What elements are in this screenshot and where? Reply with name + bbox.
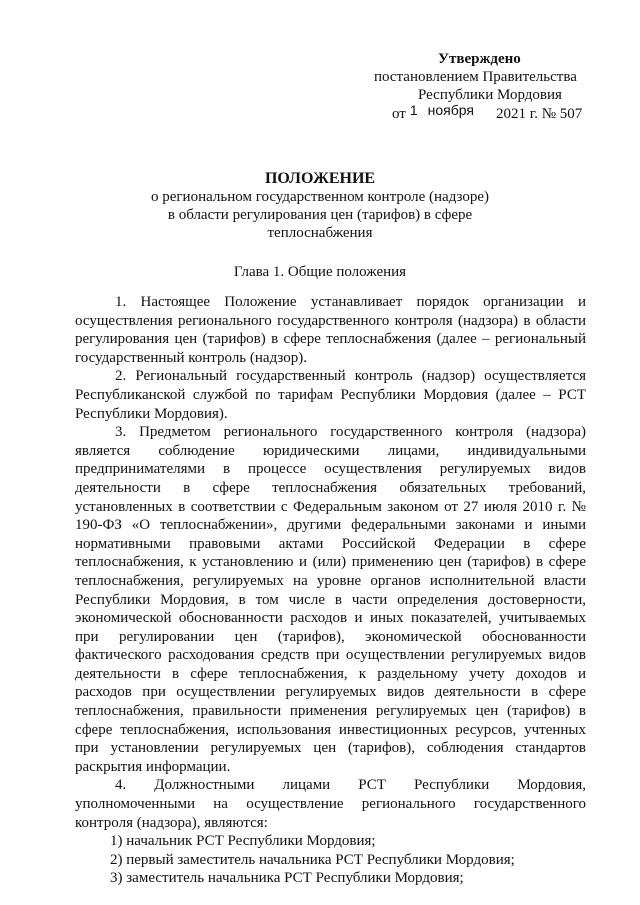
approval-month: ноября (427, 102, 474, 118)
approval-year-number: 2021 г. № 507 (495, 106, 583, 122)
approval-date-line (370, 104, 600, 123)
paragraph-1: 1. Настоящее Положение устанавливает порядок организации и осуществления регионального государственного контроля (надзора) в области регулирования цен (тарифов) в сфере теплоснабжения (далее – региональный государственный контроль (надзор). (75, 294, 586, 366)
document-body (75, 293, 586, 888)
document-subtitle-line2: в области регулирования цен (тарифов) в сфере (167, 207, 473, 223)
list-item: 2) первый заместитель начальника РСТ Республики Мордовия; (110, 851, 515, 868)
paragraph-3: 3. Предметом регионального государственного контроля (надзора) является соблюдение юридическими лицами, индивидуальными предпринимателями в процессе осуществления регулируемых видов деятельности в сфере теплоснабжения обязательных требований, установленных в соответствии с Федеральным законом от 27 июля 2010 г. № 190-ФЗ «О теплоснабжении», другими федеральными законами и иными нормативными правовыми актами Российской Федерации в сфере теплоснабжения, к установлению и (или) применению цен (тарифов) в сфере теплоснабжения, регулируемых на уровне органов исполнительной власти Республики Мордовия, в том числе в части определения достоверности, экономической обоснованности расходов и иных показателей, учитываемых при регулировании цен (тарифов), экономической обоснованности фактического расходования средств при осуществлении регулируемых видов деятельности в сфере теплоснабжения, к раздельному учету доходов и расходов при осуществлении регулируемых видов деятельности в сфере теплоснабжения, правильности применения регулируемых цен (тарифов) в сфере теплоснабжения, использования инвестиционных ресурсов, учтенных при установлении регулируемых цен (тарифов), соблюдения стандартов раскрытия информации. (75, 424, 586, 775)
approval-region-line: Республики Мордовия (418, 87, 562, 103)
paragraph-4: 4. Должностными лицами РСТ Республики Мордовия, уполномоченными на осуществление регионального государственного контроля (надзора), являются: (75, 777, 586, 831)
approval-title: Утверждено (438, 51, 521, 67)
list-item: 3) заместитель начальника РСТ Республики Мордовия; (110, 870, 464, 887)
approval-day: 1 (409, 102, 418, 118)
document-heading (0, 170, 640, 242)
document-subtitle-line1: о региональном государственном контроле (надзоре) (150, 189, 490, 205)
document-title: ПОЛОЖЕНИЕ (264, 170, 376, 187)
document-subtitle-line3: теплоснабжения (267, 225, 373, 241)
approval-decree-line: постановлением Правительства (374, 69, 577, 85)
approval-stamp (370, 50, 600, 123)
list-item: 1) начальник РСТ Республики Мордовия; (110, 833, 376, 850)
chapter-heading: Глава 1. Общие положения (233, 264, 407, 280)
approval-from: от (392, 106, 406, 122)
paragraph-2: 2. Региональный государственный контроль (надзор) осуществляется Республиканской службой по тарифам Республики Мордовия (далее – РСТ Республики Мордовия). (75, 368, 586, 422)
